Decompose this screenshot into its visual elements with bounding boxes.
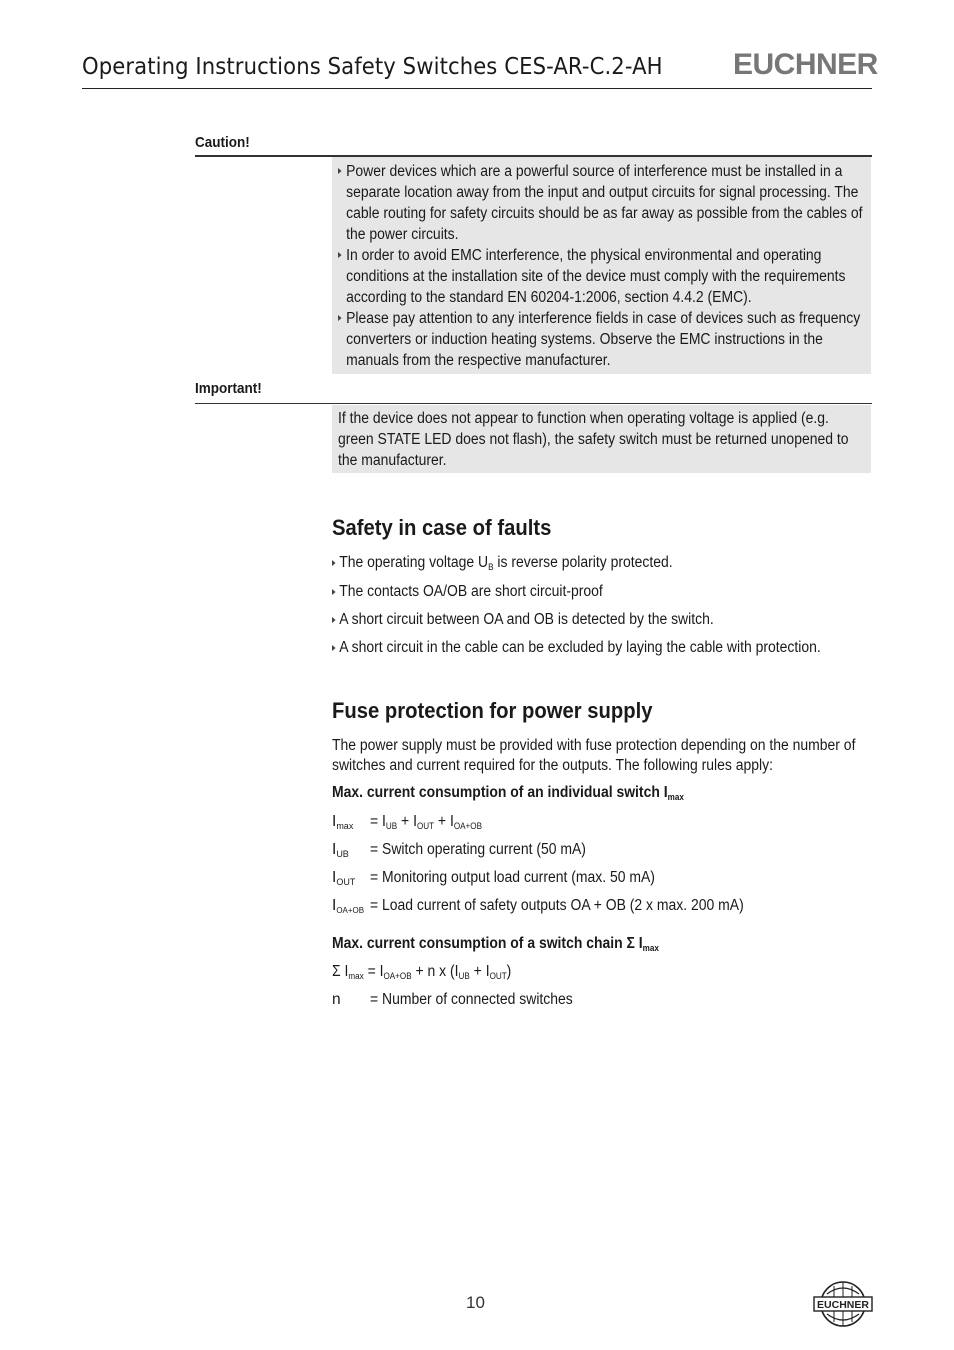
caution-label: Caution! [195, 134, 250, 151]
faults-item: The operating voltage $U_B$ is reverse polarity protected. [332, 554, 673, 572]
euchner-logo: EUCHNER [733, 48, 878, 81]
important-divider [195, 403, 872, 404]
formula-lhs: $I_{max}$ [332, 813, 354, 831]
faults-item: A short circuit in the cable can be excluded by laying the cable with protection. [332, 639, 821, 657]
euchner-footer-logo-icon [812, 1280, 874, 1328]
individual-switch-heading: Max. current consumption of an individual switch $I_{max}$ [332, 784, 684, 802]
caution-item: Please pay attention to any interference fields in case of devices such as frequency converters or induction heating systems. Observe the EMC instructions in the manuals from the respective manufacturer. [338, 308, 864, 371]
header-divider [82, 88, 872, 89]
faults-item: A short circuit between OA and OB is detected by the switch. [332, 611, 714, 629]
chain-formula: Σ $I_{max} = I_{OA+OB} + n$ x $(I_{UB} + I_{OUT})$ [332, 963, 512, 981]
faults-item: The contacts OA/OB are short circuit-proof [332, 583, 603, 601]
caution-box [332, 157, 871, 374]
definition-text: = Load current of safety outputs OA + OB (2 x max. 200 mA) [370, 897, 744, 914]
n-symbol: n [332, 991, 341, 1008]
formula-rhs: = $I_{UB} + I_{OUT} + I_{OA+OB}$ [370, 813, 482, 831]
caution-item: In order to avoid EMC interference, the physical environmental and operating conditions at the installation site of the device must comply with the requirements according to the standard EN 60204-1:2006, section 4.4.2 (EMC). [338, 245, 864, 308]
fuse-intro: The power supply must be provided with fuse protection depending on the number of switches and current required for the outputs. The following rules apply: [332, 737, 856, 774]
bullet-arrow-icon [338, 252, 342, 258]
definition-text: = Monitoring output load current (max. 50 mA) [370, 869, 655, 886]
bullet-arrow-icon [332, 617, 336, 623]
definition-symbol: $I_{UB}$ [332, 841, 349, 859]
bullet-arrow-icon [338, 315, 342, 321]
important-box [332, 405, 871, 473]
bullet-arrow-icon [332, 645, 336, 651]
n-definition: = Number of connected switches [370, 991, 573, 1008]
important-label: Important! [195, 380, 262, 397]
faults-heading: Safety in case of faults [332, 515, 552, 540]
svg-text:EUCHNER: EUCHNER [817, 1299, 869, 1311]
definition-symbol: $I_{OUT}$ [332, 869, 356, 887]
bullet-arrow-icon [332, 560, 336, 566]
important-text: If the device does not appear to function when operating voltage is applied (e.g. green STATE LED does not flash), the safety switch must be returned unopened to the manufacturer. [338, 410, 849, 469]
bullet-arrow-icon [338, 168, 342, 174]
document-title: Operating Instructions Safety Switches CES-AR-C.2-AH [82, 54, 663, 80]
definition-text: = Switch operating current (50 mA) [370, 841, 586, 858]
definition-symbol: $I_{OA+OB}$ [332, 897, 365, 915]
page-number: 10 [466, 1293, 485, 1312]
fuse-heading: Fuse protection for power supply [332, 698, 653, 723]
bullet-arrow-icon [332, 589, 336, 595]
caution-item: Power devices which are a powerful source of interference must be installed in a separate location away from the input and output circuits for signal processing. The cable routing for safety circuits should be as far away as possible from the cables of the power circuits. [338, 161, 864, 245]
switch-chain-heading: Max. current consumption of a switch chain Σ $I_{max}$ [332, 935, 659, 953]
